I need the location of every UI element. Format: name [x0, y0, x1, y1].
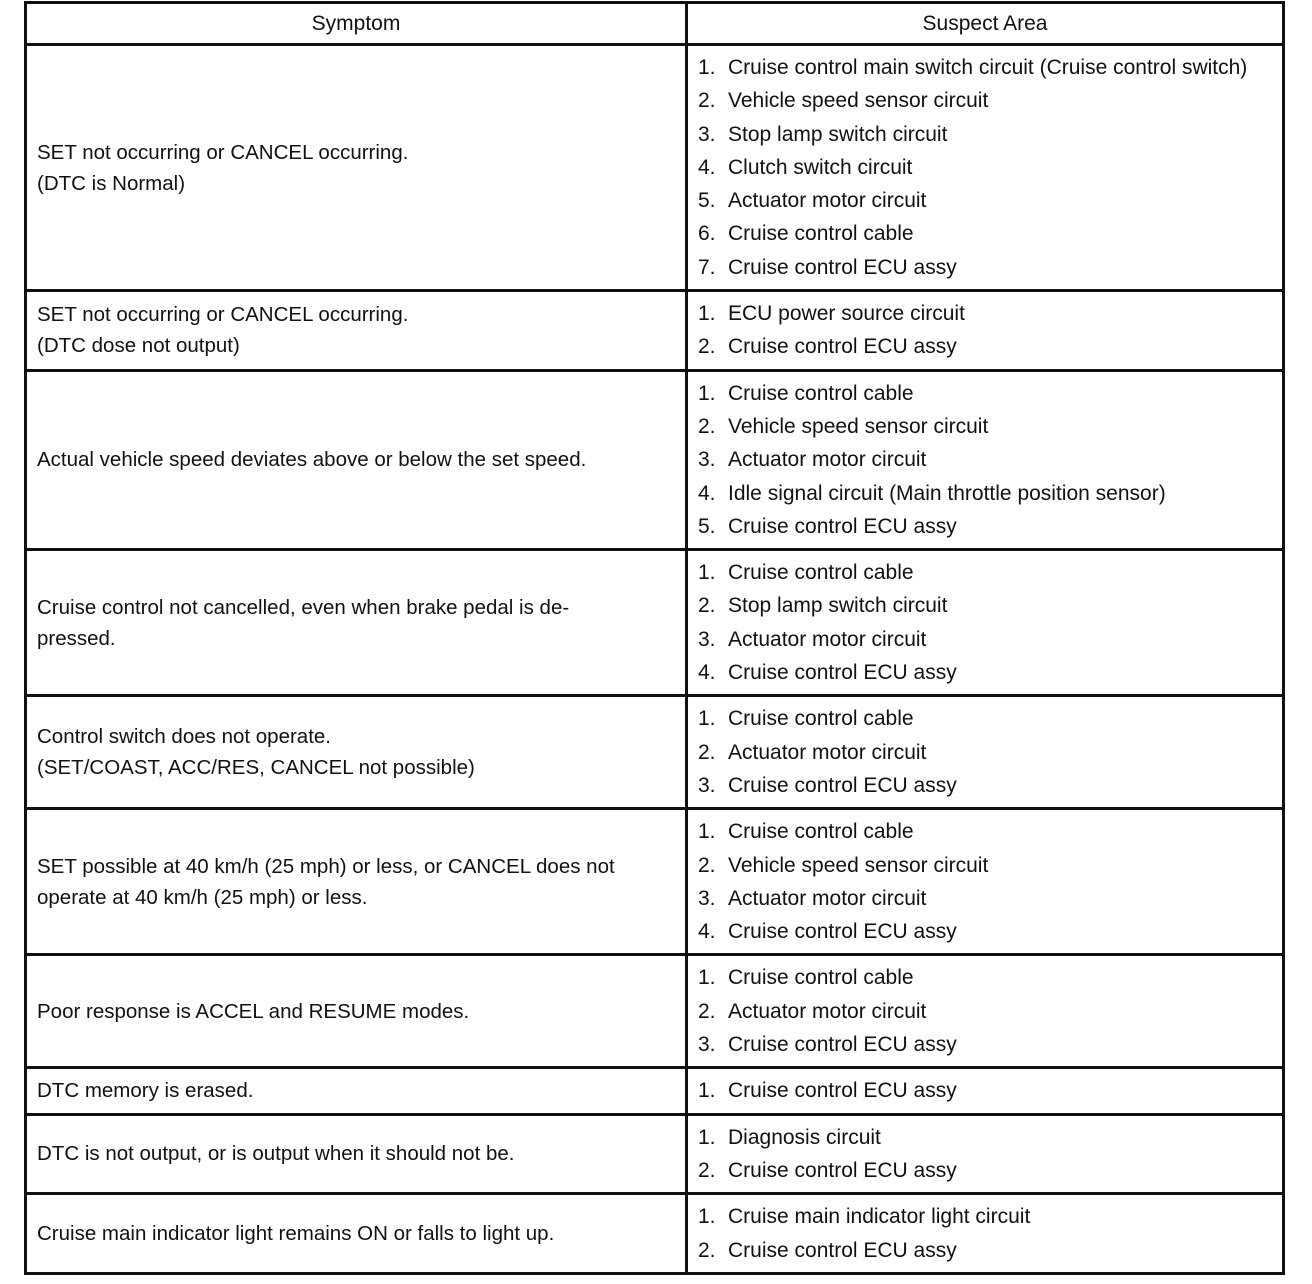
symptom-cell — [26, 1068, 687, 1114]
list-item — [698, 995, 1278, 1028]
table-row — [26, 696, 1284, 809]
item-number: 7. — [698, 255, 716, 279]
suspect-area-text: Actuator motor circuit — [728, 189, 927, 213]
item-number: 3. — [698, 627, 716, 651]
symptom-cell — [26, 45, 687, 291]
item-number: 1. — [698, 820, 716, 844]
suspect-area-cell — [687, 550, 1284, 696]
item-number: 1. — [698, 302, 716, 326]
table-row — [26, 1194, 1284, 1274]
list-item — [698, 1234, 1278, 1267]
suspect-area-cell — [687, 1114, 1284, 1194]
list-item — [698, 702, 1278, 735]
suspect-area-text: Actuator motor circuit — [728, 886, 927, 910]
item-number: 6. — [698, 222, 716, 246]
item-number: 4. — [698, 661, 716, 685]
list-item — [698, 184, 1278, 217]
list-item — [698, 151, 1278, 184]
list-item — [698, 443, 1278, 476]
suspect-area-text: Stop lamp switch circuit — [728, 122, 948, 146]
suspect-area-cell — [687, 955, 1284, 1068]
item-number: 1. — [698, 707, 716, 731]
suspect-area-cell — [687, 696, 1284, 809]
item-number: 4. — [698, 481, 716, 505]
suspect-area-text: Cruise main indicator light circuit — [728, 1205, 1031, 1229]
list-item — [698, 330, 1278, 363]
suspect-area-list — [698, 702, 1278, 802]
list-item — [698, 882, 1278, 915]
suspect-area-text: Cruise control cable — [728, 820, 914, 844]
list-item — [698, 769, 1278, 802]
suspect-area-cell — [687, 809, 1284, 955]
suspect-area-cell — [687, 1068, 1284, 1114]
list-item — [698, 556, 1278, 589]
symptom-cell — [26, 370, 687, 549]
symptom-text: (SET/COAST, ACC/RES, CANCEL not possible) — [37, 756, 475, 780]
item-number: 2. — [698, 999, 716, 1023]
table-row — [26, 1114, 1284, 1194]
item-number: 5. — [698, 189, 716, 213]
suspect-area-list — [698, 297, 1278, 364]
symptom-text: Cruise control not cancelled, even when brake pedal is de- — [37, 595, 570, 619]
list-item — [698, 51, 1278, 84]
suspect-area-text: Cruise control ECU assy — [728, 1033, 957, 1057]
suspect-area-text: Cruise control cable — [728, 561, 914, 585]
suspect-area-text: Cruise control ECU assy — [728, 1158, 957, 1182]
list-item — [698, 815, 1278, 848]
suspect-area-text: Cruise control ECU assy — [728, 773, 957, 797]
table-row — [26, 955, 1284, 1068]
suspect-area-list — [698, 961, 1278, 1061]
list-item — [698, 1121, 1278, 1154]
symptom-text: SET possible at 40 km/h (25 mph) or less, or CANCEL does not — [37, 854, 615, 878]
suspect-area-text: Cruise control ECU assy — [728, 1238, 957, 1262]
suspect-area-text: Cruise control cable — [728, 381, 914, 405]
suspect-area-text: Cruise control cable — [728, 966, 914, 990]
symptom-cell — [26, 1194, 687, 1274]
suspect-area-text: Actuator motor circuit — [728, 448, 927, 472]
table-header-row — [26, 3, 1284, 45]
symptom-text: DTC memory is erased. — [37, 1079, 254, 1103]
item-number: 2. — [698, 414, 716, 438]
table-row — [26, 45, 1284, 291]
suspect-area-list — [698, 556, 1278, 689]
suspect-area-text: Cruise control ECU assy — [728, 661, 957, 685]
symptom-cell — [26, 1114, 687, 1194]
item-number: 3. — [698, 122, 716, 146]
list-item — [698, 849, 1278, 882]
item-number: 1. — [698, 1079, 716, 1103]
suspect-area-text: Vehicle speed sensor circuit — [728, 414, 989, 438]
list-item — [698, 251, 1278, 284]
suspect-area-column-header: Suspect Area — [687, 3, 1284, 45]
list-item — [698, 118, 1278, 151]
list-item — [698, 961, 1278, 994]
item-number: 3. — [698, 773, 716, 797]
suspect-area-text: Vehicle speed sensor circuit — [728, 853, 989, 877]
list-item — [698, 736, 1278, 769]
item-number: 3. — [698, 886, 716, 910]
suspect-area-list — [698, 1200, 1278, 1267]
item-number: 2. — [698, 594, 716, 618]
symptom-text: Cruise main indicator light remains ON or falls to light up. — [37, 1222, 555, 1245]
suspect-area-text: Actuator motor circuit — [728, 627, 927, 651]
list-item — [698, 217, 1278, 250]
suspect-area-text: Diagnosis circuit — [728, 1125, 881, 1149]
item-number: 1. — [698, 1205, 716, 1229]
list-item — [698, 1154, 1278, 1187]
suspect-area-text: Cruise control main switch circuit (Cruise control switch) — [728, 56, 1248, 79]
symptom-text: Actual vehicle speed deviates above or below the set speed. — [37, 448, 587, 472]
suspect-area-cell — [687, 370, 1284, 549]
list-item — [698, 410, 1278, 443]
list-item — [698, 477, 1278, 510]
item-number: 2. — [698, 335, 716, 359]
item-number: 1. — [698, 381, 716, 405]
suspect-area-text: Cruise control cable — [728, 222, 914, 246]
suspect-area-text: Clutch switch circuit — [728, 155, 913, 179]
list-item — [698, 1074, 1278, 1107]
symptom-cell — [26, 291, 687, 371]
list-item — [698, 1200, 1278, 1233]
table-row — [26, 1068, 1284, 1114]
list-item — [698, 1028, 1278, 1061]
suspect-area-text: ECU power source circuit — [728, 302, 965, 326]
item-number: 2. — [698, 853, 716, 877]
symptom-cell — [26, 550, 687, 696]
suspect-area-text: Cruise control ECU assy — [728, 1079, 957, 1103]
list-item — [698, 84, 1278, 117]
symptom-text: (DTC is Normal) — [37, 171, 186, 195]
table-body — [26, 45, 1284, 1274]
symptom-text: DTC is not output, or is output when it should not be. — [37, 1142, 515, 1166]
symptom-text: SET not occurring or CANCEL occurring. — [37, 303, 409, 327]
symptom-text: (DTC dose not output) — [37, 334, 240, 358]
suspect-area-text: Actuator motor circuit — [728, 740, 927, 764]
table-row — [26, 809, 1284, 955]
suspect-area-text: Cruise control ECU assy — [728, 514, 957, 538]
table-row — [26, 291, 1284, 371]
item-number: 2. — [698, 89, 716, 113]
list-item — [698, 623, 1278, 656]
symptom-cell — [26, 955, 687, 1068]
item-number: 3. — [698, 1033, 716, 1057]
item-number: 2. — [698, 1238, 716, 1262]
symptom-text: SET not occurring or CANCEL occurring. — [37, 140, 409, 164]
suspect-area-list — [698, 815, 1278, 948]
symptom-cell — [26, 696, 687, 809]
symptom-text: pressed. — [37, 626, 116, 650]
symptom-table — [24, 1, 1285, 1275]
symptom-text: Control switch does not operate. — [37, 725, 331, 749]
table-row — [26, 370, 1284, 549]
list-item — [698, 915, 1278, 948]
item-number: 4. — [698, 920, 716, 944]
item-number: 2. — [698, 1158, 716, 1182]
list-item — [698, 297, 1278, 330]
suspect-area-text: Cruise control ECU assy — [728, 920, 957, 944]
list-item — [698, 510, 1278, 543]
item-number: 1. — [698, 56, 716, 79]
table-row — [26, 550, 1284, 696]
symptom-cell — [26, 809, 687, 955]
list-item — [698, 589, 1278, 622]
suspect-area-cell — [687, 45, 1284, 291]
suspect-area-text: Vehicle speed sensor circuit — [728, 89, 989, 113]
symptom-text: operate at 40 km/h (25 mph) or less. — [37, 885, 368, 909]
suspect-area-cell — [687, 1194, 1284, 1274]
suspect-area-text: Cruise control ECU assy — [728, 255, 957, 279]
symptom-text: Poor response is ACCEL and RESUME modes. — [37, 999, 470, 1023]
suspect-area-text: Cruise control ECU assy — [728, 335, 957, 359]
symptom-column-header: Symptom — [26, 3, 687, 45]
item-number: 1. — [698, 1125, 716, 1149]
item-number: 1. — [698, 561, 716, 585]
item-number: 5. — [698, 514, 716, 538]
suspect-area-list — [698, 1074, 1278, 1107]
list-item — [698, 377, 1278, 410]
suspect-area-text: Cruise control cable — [728, 707, 914, 731]
item-number: 3. — [698, 448, 716, 472]
suspect-area-text: Actuator motor circuit — [728, 999, 927, 1023]
suspect-area-text: Idle signal circuit (Main throttle position sensor) — [728, 481, 1166, 505]
suspect-area-list — [698, 377, 1278, 543]
item-number: 2. — [698, 740, 716, 764]
list-item — [698, 656, 1278, 689]
suspect-area-cell — [687, 291, 1284, 371]
suspect-area-text: Stop lamp switch circuit — [728, 594, 948, 618]
suspect-area-list — [698, 1121, 1278, 1188]
item-number: 4. — [698, 155, 716, 179]
suspect-area-list — [698, 51, 1278, 284]
item-number: 1. — [698, 966, 716, 990]
